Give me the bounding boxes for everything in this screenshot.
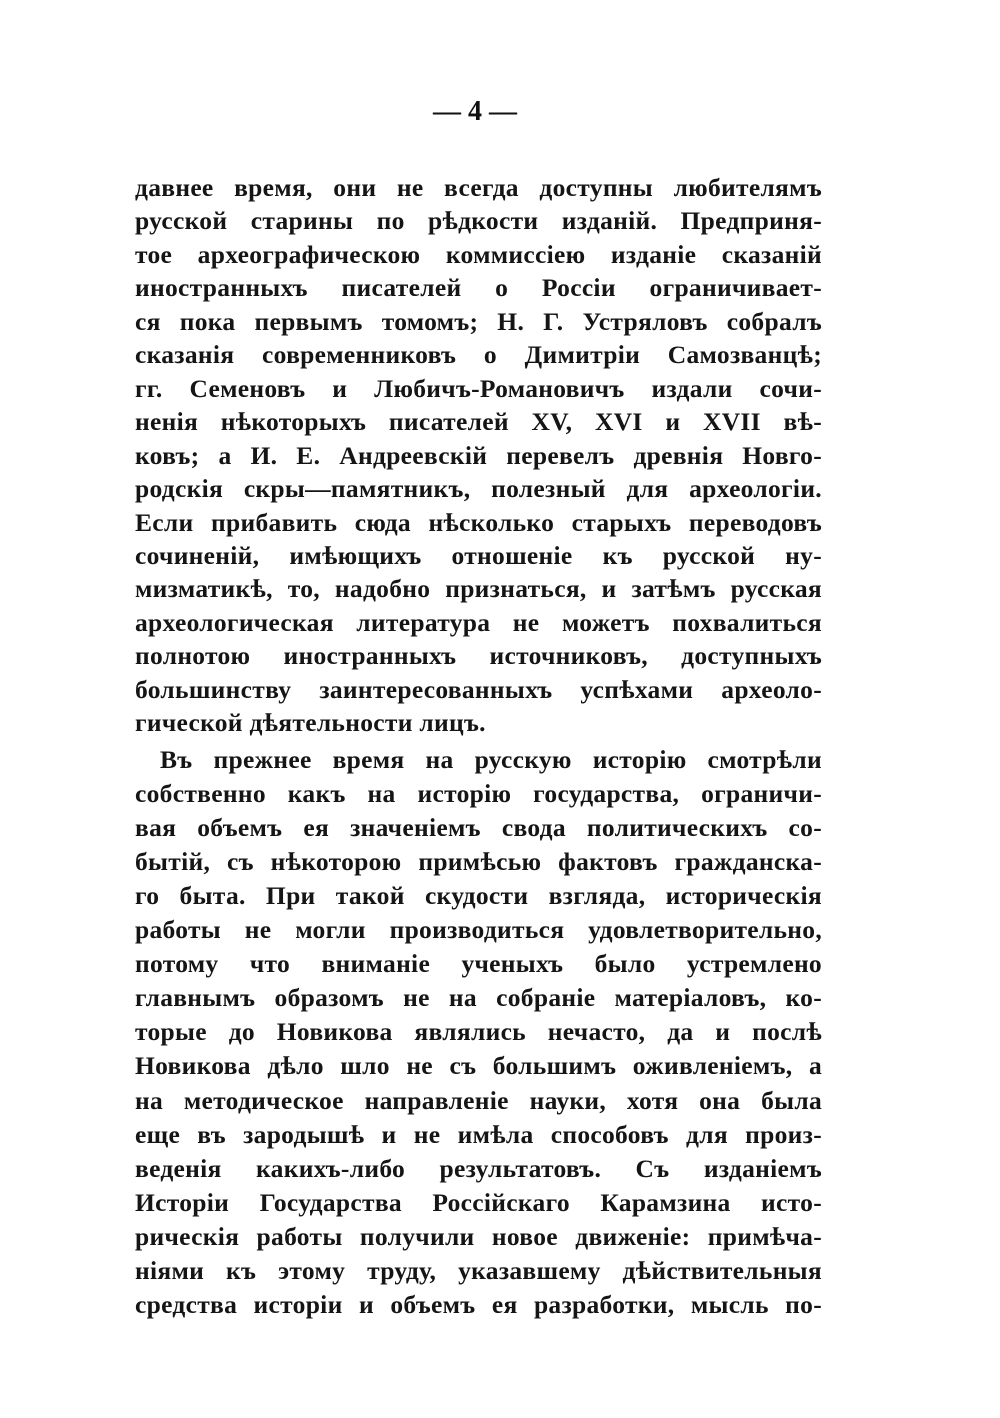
text-line: ковъ; а И. Е. Андреевскій перевелъ древнія Новго- xyxy=(135,440,822,470)
text-line: тое археографическою коммиссіею изданіе сказаній xyxy=(135,239,822,269)
page-number: — 4 — xyxy=(433,96,517,127)
text-line: го быта. При такой скудости взгляда, историческія xyxy=(135,881,822,911)
text-line: веденія какихъ-либо результатовъ. Съ изданіемъ xyxy=(135,1153,822,1183)
text-line: рическія работы получили новое движеніе: примѣча- xyxy=(135,1221,822,1251)
text-line: Исторіи Государства Россійскаго Карамзина исто- xyxy=(135,1187,822,1217)
text-line: еще въ зародышѣ и не имѣла способовъ для произ- xyxy=(135,1119,822,1149)
text-line: средства исторіи и объемъ ея разработки, мысль по- xyxy=(135,1289,822,1319)
text-line: на методическое направленіе науки, хотя она была xyxy=(135,1085,822,1115)
text-line: русской старины по рѣдкости изданій. Предприня- xyxy=(135,206,822,236)
text-line: потому что вниманіе ученыхъ было устремлено xyxy=(135,949,822,979)
text-line: давнее время, они не всегда доступны любителямъ xyxy=(135,173,822,202)
text-line: ніями къ этому труду, указавшему дѣйствительныя xyxy=(135,1255,822,1285)
text-line: Если прибавить сюда нѣсколько старыхъ переводовъ xyxy=(135,507,822,537)
text-line: Новикова дѣло шло не съ большимъ оживленіемъ, а xyxy=(135,1051,822,1081)
text-line: работы не могли производиться удовлетворительно, xyxy=(135,915,822,945)
text-line: мизматикѣ, то, надобно признаться, и затѣмъ русская xyxy=(135,574,822,604)
text-line: ся пока первымъ томомъ; Н. Г. Устряловъ собралъ xyxy=(135,306,822,336)
text-line: большинству заинтересованныхъ успѣхами археоло- xyxy=(135,674,822,704)
text-line: вая объемъ ея значеніемъ свода политическихъ со- xyxy=(135,813,822,843)
text-line: Въ прежнее время на русскую исторію смотрѣли xyxy=(160,745,822,774)
text-line: родскія скры—памятникъ, полезный для археологіи. xyxy=(135,474,822,504)
text-line: бытій, съ нѣкоторою примѣсью фактовъ гражданска- xyxy=(135,847,822,877)
text-line: сказанія современниковъ о Димитріи Самозванцѣ; xyxy=(135,340,822,370)
text-line: археологическая литература не можетъ похвалиться xyxy=(135,607,822,637)
text-line: полнотою иностранныхъ источниковъ, доступныхъ xyxy=(135,641,822,671)
text-line: гг. Семеновъ и Любичъ-Романовичъ издали сочи- xyxy=(135,373,822,403)
text-line: сочиненій, имѣющихъ отношеніе къ русской ну- xyxy=(135,540,822,570)
text-line: собственно какъ на исторію государства, ограничи- xyxy=(135,779,822,809)
text-line: гической дѣятельности лицъ. xyxy=(135,708,486,738)
text-line: главнымъ образомъ не на собраніе матеріаловъ, ко- xyxy=(135,983,822,1013)
text-line: торые до Новикова являлись нечасто, да и послѣ xyxy=(135,1017,822,1047)
text-line: ненія нѣкоторыхъ писателей XV, XVI и XVII вѣ- xyxy=(135,407,822,437)
text-line: иностранныхъ писателей о Россіи ограничивает- xyxy=(135,273,822,303)
